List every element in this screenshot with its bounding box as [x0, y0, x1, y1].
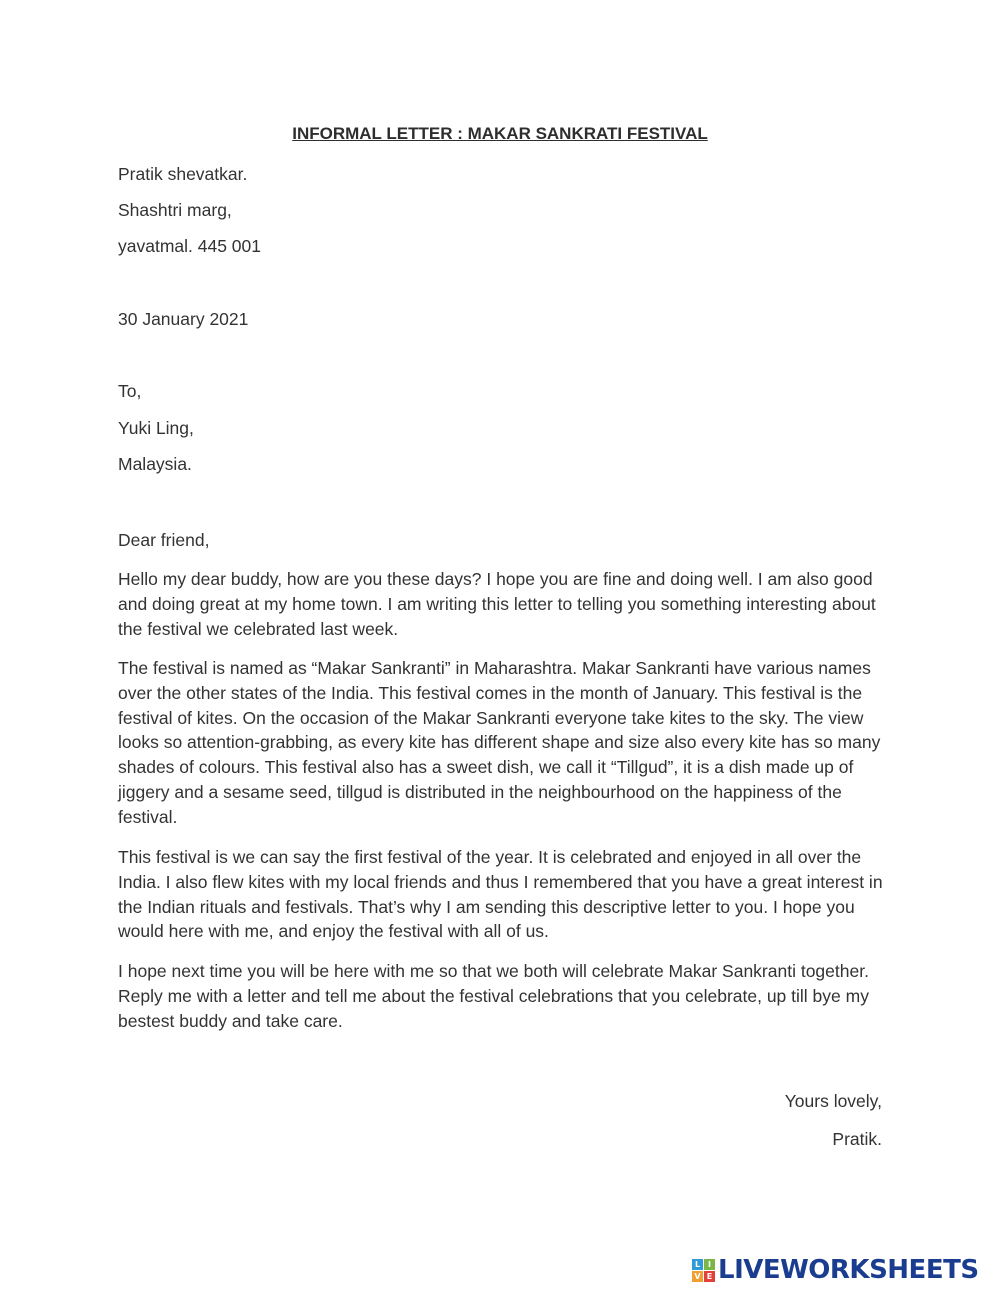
liveworksheets-logo	[692, 1254, 979, 1286]
recipient-country: Malaysia.	[118, 454, 192, 474]
body-paragraph-2: The festival is named as “Makar Sankranti” in Maharashtra. Makar Sankranti have various names over the other states of the India. This festival comes in the month of January. This festival is the festival of kites. On the occasion of the Makar Sankranti everyone take kites to the sky. The view looks so attention-grabbing, as every kite has different shape and size also every kite has so many shades of colours. This festival also has a sweet dish, we call it “Tillgud”, it is a dish made up of jiggery and a sesame seed, tillgud is distributed in the neighbourhood on the happiness of the festival.	[118, 658, 881, 827]
letter-title: INFORMAL LETTER : MAKAR SANKRATI FESTIVAL	[292, 124, 708, 143]
body-paragraph-1: Hello my dear buddy, how are you these days? I hope you are fine and doing well. I am also good and doing great at my home town. I am writing this letter to telling you something interesting about the festival we celebrated last week.	[118, 569, 876, 639]
body-paragraph-4: I hope next time you will be here with me so that we both will celebrate Makar Sankranti together. Reply me with a letter and tell me about the festival celebrations that you celebrate, up till bye my bestest buddy and take care.	[118, 961, 869, 1031]
logo-blocks-icon	[692, 1259, 715, 1282]
sender-street: Shashtri marg,	[118, 200, 232, 220]
logo-block: E	[704, 1271, 715, 1282]
logo-block: I	[704, 1259, 715, 1270]
sender-city: yavatmal. 445 001	[118, 236, 262, 256]
salutation: Dear friend,	[118, 530, 210, 550]
recipient-name: Yuki Ling,	[118, 418, 194, 438]
signature: Pratik.	[832, 1129, 882, 1149]
body-paragraph-3: This festival is we can say the first festival of the year. It is celebrated and enjoyed in all over the India. I also flew kites with my local friends and thus I remembered that you have a great interest in the Indian rituals and festivals. That’s why I am sending this descriptive letter to you. I hope you would here with me, and enjoy the festival with all of us.	[118, 847, 883, 942]
logo-block: V	[692, 1271, 703, 1282]
logo-block: L	[692, 1259, 703, 1270]
letter-date: 30 January 2021	[118, 309, 249, 329]
logo-text: LIVEWORKSHEETS	[718, 1255, 979, 1285]
sender-name: Pratik shevatkar.	[118, 164, 248, 184]
recipient-to: To,	[118, 381, 142, 401]
closing: Yours lovely,	[784, 1091, 882, 1111]
